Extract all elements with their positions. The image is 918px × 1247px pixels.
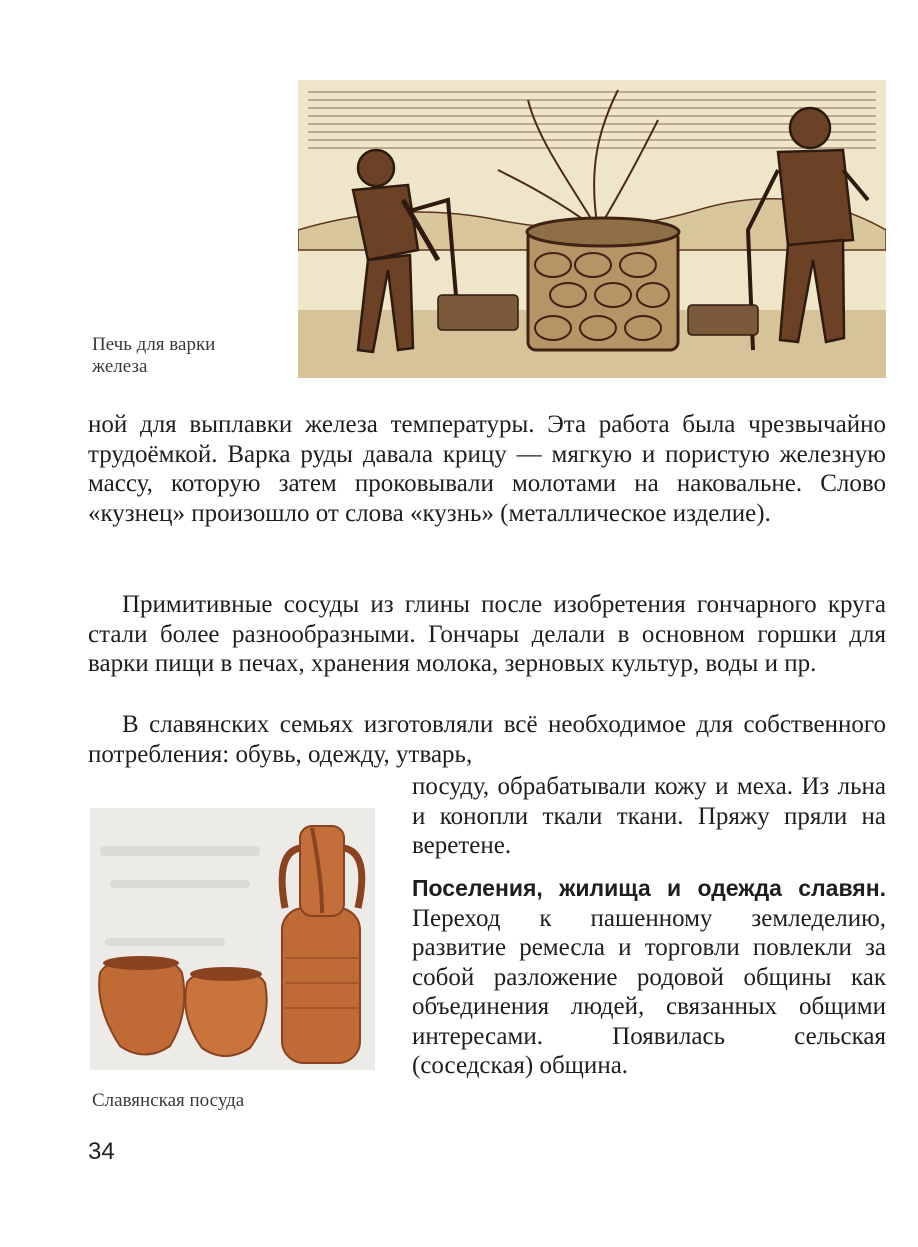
pottery-icon bbox=[90, 808, 375, 1070]
page-number: 34 bbox=[88, 1138, 115, 1165]
paragraph-pottery: Примитивные сосуды из глины после изобретения гончарного круга стали более разнообразными. Гончары делали в основном горшки для варки пищи в печах, хранения молока, зерновых культур, воды и пр. bbox=[88, 591, 886, 677]
section-body: Переход к пашенному земледелию, развитие ремесла и торговли повлекли за собой разложение родовой общины как объединения людей, связанных общими интересами. Появилась сельская (соседская) община. bbox=[412, 904, 886, 1079]
furnace-engraving-icon bbox=[298, 80, 886, 378]
paragraph-iron-smelting: ной для выплавки железа температуры. Эта работа была чрезвычайно трудоёмкой. Варка руды давала крицу — мягкую и пористую железную массу, которую затем проковывали молотами на наковальне. Слово «кузнец» произошло от слова «кузнь» (металлическое изделие). bbox=[88, 411, 886, 527]
paragraph-settlements bbox=[412, 874, 886, 1081]
paragraph-households: В славянских семьях изготовляли всё необходимое для собственного потребления: обувь, одежду, утварь, bbox=[88, 711, 886, 768]
slavic-pottery-photo bbox=[90, 808, 375, 1070]
paragraph-households-continued: посуду, обрабатывали кожу и меха. Из льна и конопли ткали ткани. Пряжу пряли на веретене. bbox=[412, 773, 886, 859]
caption-line: Печь для варки bbox=[92, 334, 216, 355]
section-heading: Поселения, жилища и одежда славян. bbox=[412, 875, 886, 901]
caption-line: железа bbox=[92, 356, 148, 377]
figure-caption-furnace bbox=[92, 334, 282, 378]
figure-caption-pottery: Славянская посуда bbox=[92, 1090, 245, 1111]
iron-furnace-illustration bbox=[298, 80, 886, 378]
